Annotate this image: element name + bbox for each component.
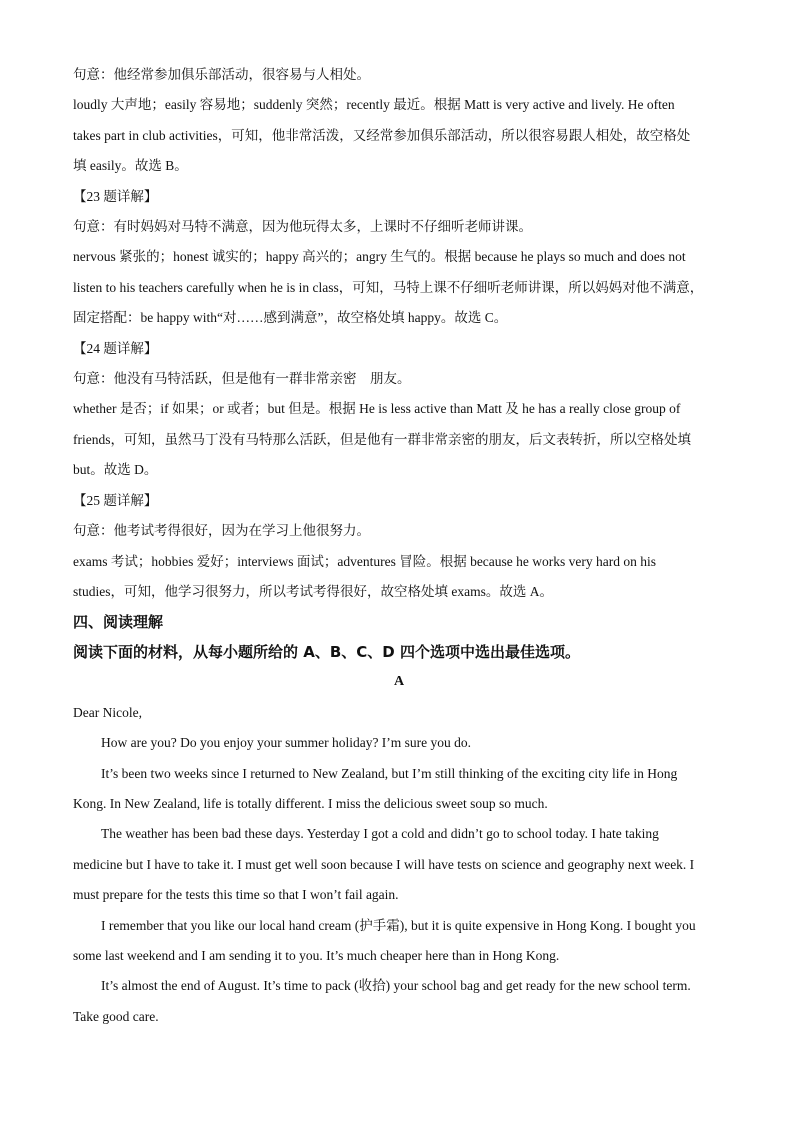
explanation-line: 句意：有时妈妈对马特不满意，因为他玩得太多，上课时不仔细听老师讲课。 — [73, 219, 532, 235]
explanation-line: studies，可知，他学习很努力，所以考试考得很好，故空格处填 exams。故选 A。 — [73, 583, 553, 599]
explanation-line: nervous 紧张的；honest 诚实的；happy 高兴的；angry 生气的。根据 because he plays so much and does not — [73, 249, 686, 265]
explanation-line: loudly 大声地；easily 容易地；suddenly 突然；recently 最近。根据 Matt is very active and lively. He often — [73, 97, 675, 113]
letter-line: medicine but I have to take it. I must get well soon because I will have tests on science and geography next week. I — [73, 856, 695, 872]
passage-label: A — [393, 674, 405, 690]
explanation-line: 固定搭配：be happy with“对……感到满意”，故空格处填 happy。故选 C。 — [73, 310, 508, 326]
letter-line: I remember that you like our local hand cream (护手霜), but it is quite expensive in Hong Kong. I bought you — [101, 917, 696, 933]
letter-body — [73, 728, 725, 1032]
explanation-line: friends，可知，虽然马丁没有马特那么活跃，但是他有一群非常亲密的朋友，后文表转折，所以空格处填 — [73, 431, 691, 447]
section-title: 四、阅读理解 — [73, 613, 164, 632]
explanation-line: but。故选 D。 — [73, 462, 158, 478]
explanation-line: 句意：他经常参加俱乐部活动，很容易与人相处。 — [73, 67, 370, 82]
explanation-line: 填 easily。故选 B。 — [73, 158, 188, 174]
reading-instruction: 阅读下面的材料，从每小题所给的 A、B、C、D 四个选项中选出最佳选项。 — [73, 643, 580, 662]
explanation-line: whether 是否；if 如果；or 或者；but 但是。根据 He is less active than Matt 及 he has a really close group of — [73, 401, 681, 417]
letter-line: Kong. In New Zealand, life is totally different. I miss the delicious sweet soup so much. — [73, 795, 548, 811]
explanation-line: 句意：他没有马特活跃，但是他有一群非常亲密 朋友。 — [73, 371, 411, 387]
letter-line: must prepare for the tests this time so that I won’t fail again. — [73, 887, 399, 903]
letter-greeting: Dear Nicole, — [73, 704, 142, 720]
document-page — [73, 60, 725, 1032]
letter-line: It’s been two weeks since I returned to New Zealand, but I’m still thinking of the exciting city life in Hong — [101, 765, 678, 781]
letter-line: Take good care. — [73, 1008, 159, 1024]
explanation-line: 句意：他考试考得很好，因为在学习上他很努力。 — [73, 523, 370, 539]
explanation-line: 【25 题详解】 — [73, 492, 158, 508]
letter-line: The weather has been bad these days. Yesterday I got a cold and didn’t go to school today. I hate taking — [101, 826, 659, 842]
explanation-line: takes part in club activities，可知，他非常活泼，又经常参加俱乐部活动，所以很容易跟人相处，故空格处 — [73, 127, 691, 143]
explanation-line: 【24 题详解】 — [73, 340, 158, 356]
letter-line: How are you? Do you enjoy your summer holiday? I’m sure you do. — [101, 735, 472, 751]
explanation-line: exams 考试；hobbies 爱好；interviews 面试；adventures 冒险。根据 because he works very hard on his — [73, 553, 657, 569]
explanation-line: listen to his teachers carefully when he is in class，可知，马特上课不仔细听老师讲课，所以妈妈对他不满意， — [73, 279, 704, 295]
explanation-line: 【23 题详解】 — [73, 188, 158, 204]
letter-line: some last weekend and I am sending it to you. It’s much cheaper here than in Hong Kong. — [73, 947, 560, 963]
answer-explanations — [73, 60, 725, 607]
letter-line: It’s almost the end of August. It’s time to pack (收拾) your school bag and get ready for the new school term. — [101, 978, 691, 994]
